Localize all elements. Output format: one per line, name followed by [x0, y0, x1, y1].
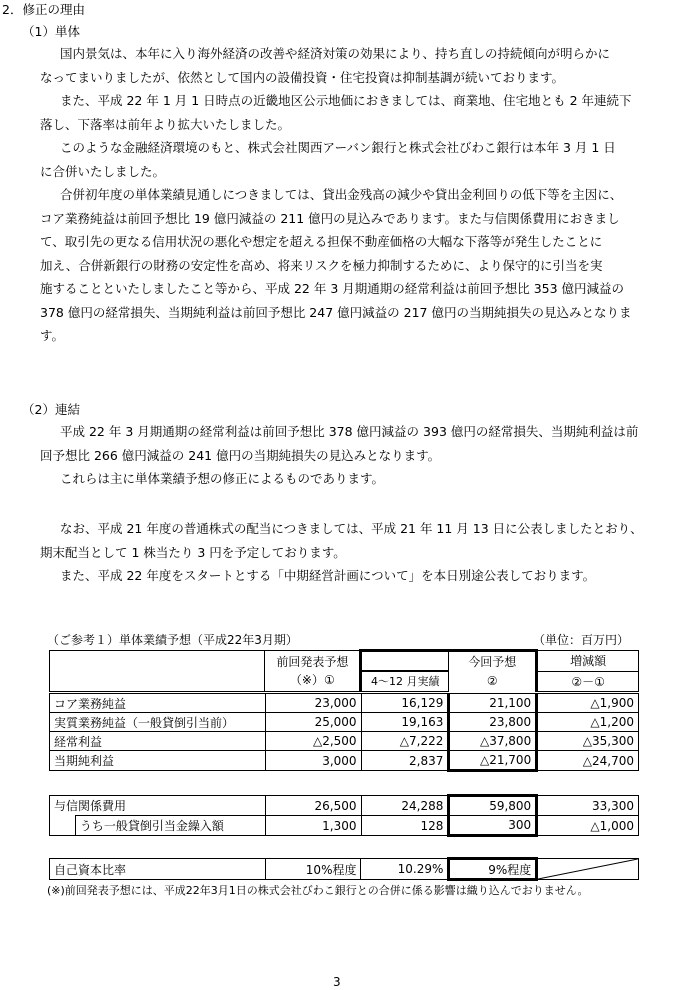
row-label: 与信関係費用 — [50, 796, 266, 816]
header-actual: 4～12 月実績 — [361, 671, 449, 691]
forecast-table-capital — [49, 857, 639, 881]
header-current: 今回予想 — [449, 651, 537, 672]
body-line: このような金融経済環境のもと、株式会社関西アーバン銀行と株式会社びわこ銀行は本年 3 月 1 日 — [60, 140, 616, 155]
subsection-heading-consolidated: （2）連結 — [22, 402, 80, 417]
row-actual: 16,129 — [361, 694, 449, 713]
body-line: 国内景気は、本年に入り海外経済の改善や経済対策の効果により、持ち直しの持続傾向が明らかに — [60, 46, 611, 61]
row-previous: 1,300 — [265, 816, 361, 836]
header-diff: 増減額 — [537, 651, 639, 672]
row-actual: 2,837 — [361, 751, 449, 771]
row-previous: 10%程度 — [265, 859, 361, 880]
table-row — [50, 816, 639, 836]
row-actual: 10.29% — [361, 859, 449, 880]
body-line: なお、平成 21 年度の普通株式の配当につきましては、平成 21 年 11 月 13 日に公表しましたとおり、 — [60, 521, 643, 536]
body-line: 回予想比 266 億円減益の 241 億円の当期純損失の見込みとなります。 — [40, 447, 441, 463]
body-line: また、平成 22 年 1 月 1 日時点の近畿地区公示地価におきましては、商業地、住宅地とも 2 年連続下 — [60, 93, 632, 108]
row-diff: △1,200 — [537, 713, 639, 732]
body-line: に合併いたしました。 — [40, 163, 166, 179]
row-current: 21,100 — [449, 694, 537, 713]
row-actual: △7,222 — [361, 732, 449, 751]
forecast-table-credit — [49, 794, 639, 837]
body-line: す。 — [40, 328, 65, 343]
row-diff: △35,300 — [537, 732, 639, 751]
row-actual: 19,163 — [361, 713, 449, 732]
row-actual: 128 — [361, 816, 449, 836]
header-previous — [265, 651, 361, 692]
section-heading: 2．修正の理由 — [2, 2, 85, 17]
indent-cell — [50, 816, 76, 836]
diagonal-slash-icon — [538, 859, 638, 879]
body-line: て、取引先の更なる信用状況の悪化や想定を超える担保不動産価格の大幅な下落等が発生したことに — [40, 234, 603, 249]
header-diff-formula: ②－① — [537, 671, 639, 691]
body-line: 落し、下落率は前年より拡大いたしました。 — [40, 116, 291, 132]
consolidated-body — [40, 420, 690, 491]
body-line: また、平成 22 年度をスタートとする「中期経営計画について」を本日別途公表しております。 — [60, 568, 596, 583]
row-diff: △24,700 — [537, 751, 639, 771]
body-line: 378 億円の経常損失、当期純利益は前回予想比 247 億円減益の 217 億円の当期純損失の見込みとなりま — [40, 304, 632, 320]
header-current-marker: ② — [449, 671, 537, 691]
row-current: △37,800 — [449, 732, 537, 751]
table-row — [50, 732, 639, 751]
body-line: なってまいりましたが、依然として国内の設備投資・住宅投資は抑制基調が続いております。 — [40, 69, 565, 85]
row-label: 経常利益 — [50, 732, 266, 751]
table-row — [50, 859, 639, 880]
row-label: 当期純利益 — [50, 751, 266, 771]
row-diff-empty — [537, 859, 639, 880]
table-row — [50, 751, 639, 771]
row-previous: 25,000 — [265, 713, 361, 732]
row-diff: △1,000 — [537, 816, 639, 836]
header-previous-title: 前回発表予想 — [276, 655, 349, 669]
row-label: 自己資本比率 — [50, 859, 266, 880]
table-caption: （ご参考１）単体業績予想（平成22年3月期） — [47, 633, 298, 647]
row-previous: 3,000 — [265, 751, 361, 771]
forecast-table-profit — [49, 693, 639, 772]
table-row — [50, 713, 639, 732]
standalone-body — [40, 42, 690, 348]
row-current: 9%程度 — [449, 859, 537, 880]
row-current: △21,700 — [449, 751, 537, 771]
body-line: 施することといたしましたこと等から、平成 22 年 3 月期通期の経常利益は前回予想比 353 億円減益の — [40, 281, 625, 296]
row-current: 59,800 — [449, 796, 537, 816]
body-line: 加え、合併新銀行の財務の安定性を高め、将来リスクを極力抑制するために、より保守的に引当を実 — [40, 257, 603, 273]
row-diff: 33,300 — [537, 796, 639, 816]
row-label: 実質業務純益（一般貸倒引当前） — [50, 713, 266, 732]
row-label: うち一般貸倒引当金繰入額 — [75, 816, 265, 836]
table-row — [50, 796, 639, 816]
row-current: 23,800 — [449, 713, 537, 732]
table-row — [50, 694, 639, 713]
body-line: 平成 22 年 3 月期通期の経常利益は前回予想比 378 億円減益の 393 億円の経常損失、当期純利益は前 — [60, 424, 639, 439]
row-current: 300 — [449, 816, 537, 836]
dividend-notes — [40, 517, 690, 588]
row-previous: 26,500 — [265, 796, 361, 816]
table-footnote: (※)前回発表予想には、平成22年3月1日の株式会社びわこ銀行との合併に係る影響は織り込んでおりません。 — [47, 884, 589, 897]
header-blank — [50, 651, 265, 692]
subsection-heading-standalone: （1）単体 — [22, 24, 80, 39]
row-label: コア業務純益 — [50, 694, 266, 713]
page-number: 3 — [333, 975, 341, 989]
body-line: 合併初年度の単体業績見通しにつきましては、貸出金残高の減少や貸出金利回りの低下等を主因に、 — [60, 187, 623, 202]
row-previous: 23,000 — [265, 694, 361, 713]
forecast-table-header — [49, 649, 639, 692]
body-line: コア業務純益は前回予想比 19 億円減益の 211 億円の見込みであります。また与信関係費用におきまし — [40, 210, 620, 226]
row-diff: △1,900 — [537, 694, 639, 713]
header-previous-note: （※）① — [289, 673, 335, 687]
body-line: 期末配当として 1 株当たり 3 円を予定しております。 — [40, 544, 346, 560]
row-previous: △2,500 — [265, 732, 361, 751]
body-line: これらは主に単体業績予想の修正によるものであります。 — [60, 471, 385, 486]
header-blank-top — [361, 651, 449, 672]
row-actual: 24,288 — [361, 796, 449, 816]
table-unit: （単位：百万円） — [533, 633, 630, 647]
